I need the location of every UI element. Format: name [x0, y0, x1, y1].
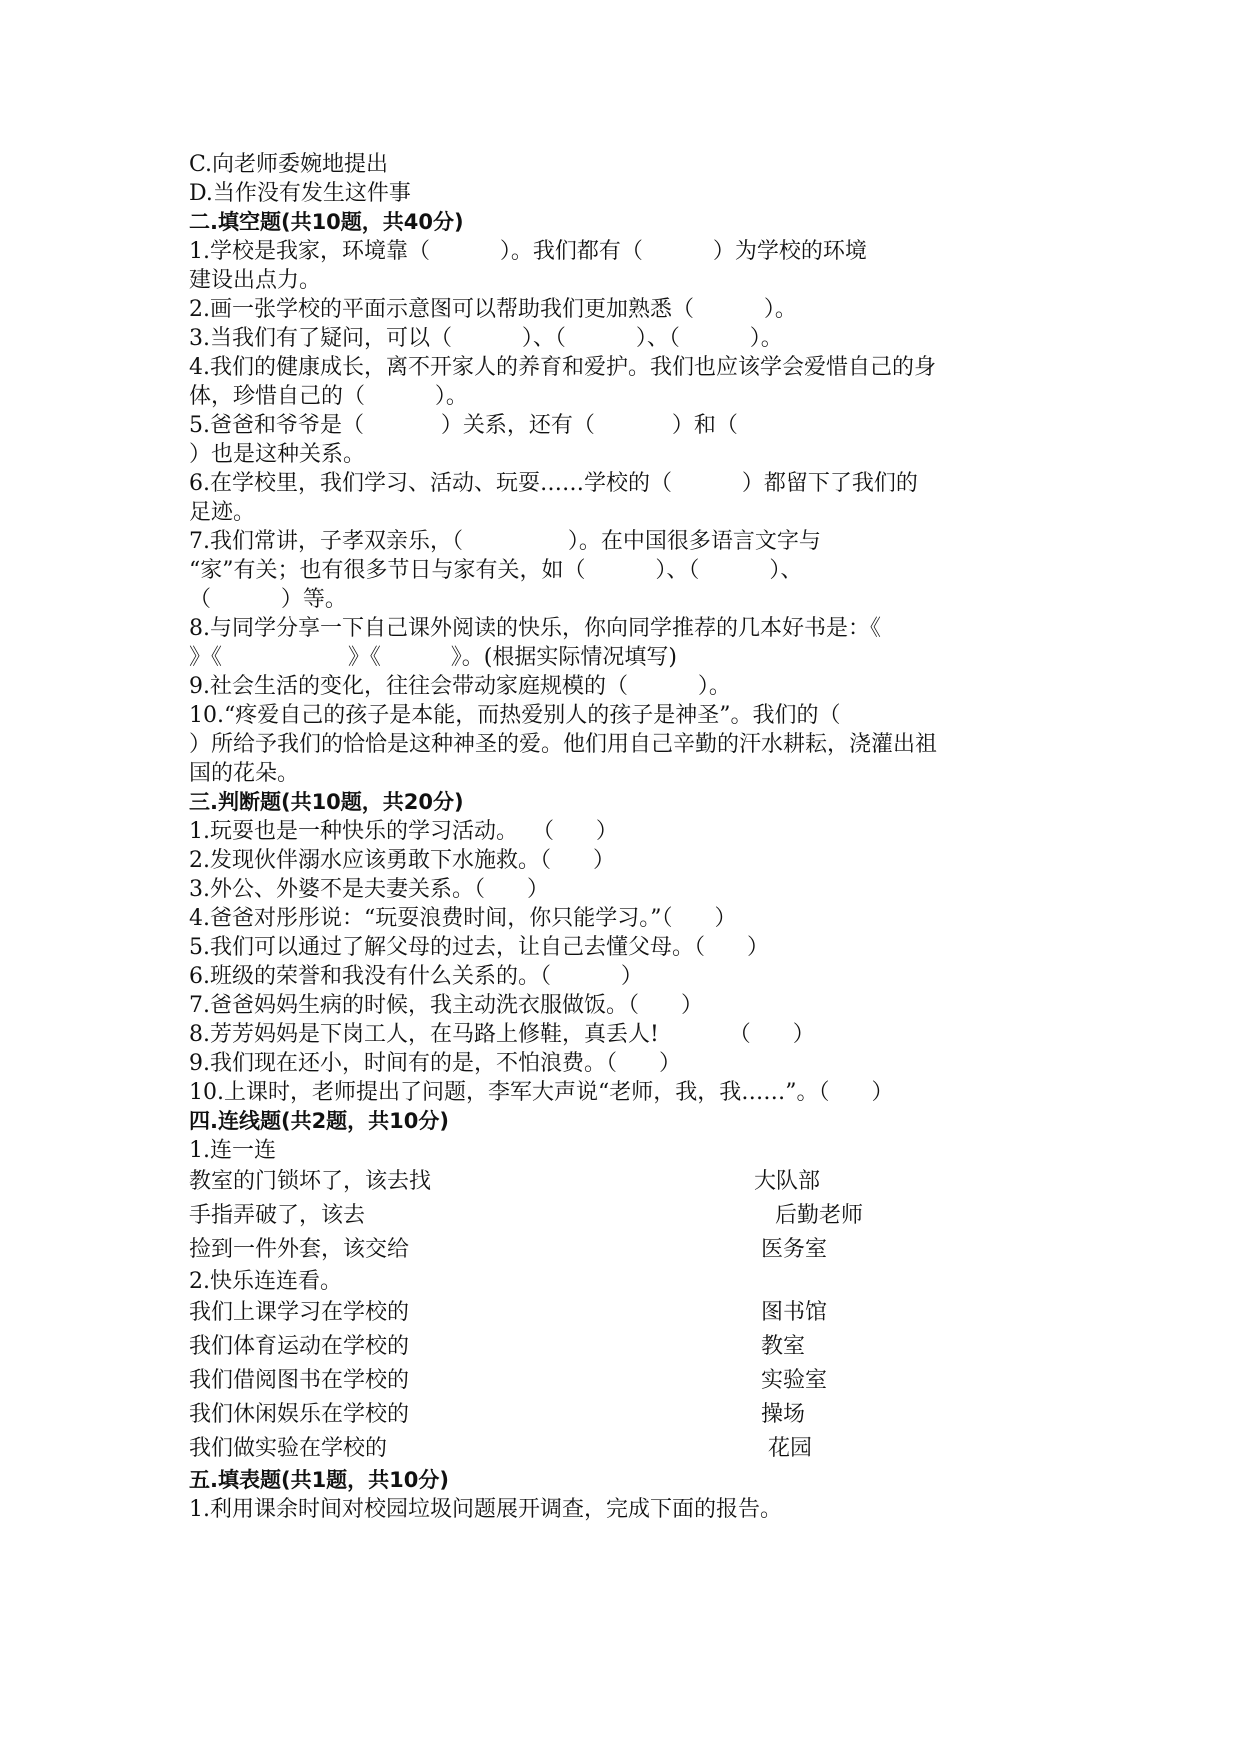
option-d: D.当作没有发生这件事 [189, 181, 411, 206]
match-right: 教室 [754, 1334, 805, 1359]
section-heading: 四.连线题(共2题，共10分) [189, 1109, 450, 1133]
match-row [189, 1330, 1069, 1364]
question-line: 3.外公、外婆不是夫妻关系。（ ） [189, 877, 549, 902]
match-right: 操场 [754, 1402, 805, 1427]
option-c: C.向老师委婉地提出 [189, 152, 389, 177]
options-continued [189, 150, 1069, 208]
question-line: 体，珍惜自己的（ ）。 [189, 384, 468, 409]
match-row [189, 1398, 1069, 1432]
question-line: 7.我们常讲，子孝双亲乐，（ ）。在中国很多语言文字与 [189, 529, 821, 554]
question-line: 1.利用课余时间对校园垃圾问题展开调查，完成下面的报告。 [189, 1497, 782, 1522]
question-line: 足迹。 [189, 500, 256, 525]
match-row [189, 1432, 1069, 1466]
question-line: 国的花朵。 [189, 761, 300, 786]
section-heading: 二.填空题(共10题，共40分) [189, 210, 464, 234]
question-line: 2.发现伙伴溺水应该勇敢下水施救。（ ） [189, 848, 615, 873]
question-line: 2.画一张学校的平面示意图可以帮助我们更加熟悉（ ）。 [189, 297, 797, 322]
match-left: 我们借阅图书在学校的 [189, 1368, 410, 1393]
question-line: 6.在学校里，我们学习、活动、玩耍……学校的（ ）都留下了我们的 [189, 471, 918, 496]
section-heading: 三.判断题(共10题，共20分) [189, 790, 464, 814]
match-left: 我们休闲娱乐在学校的 [189, 1402, 410, 1427]
match-left: 捡到一件外套，该交给 [189, 1237, 410, 1262]
question-line: 6.班级的荣誉和我没有什么关系的。（ ） [189, 964, 643, 989]
question-line: 10.“疼爱自己的孩子是本能，而热爱别人的孩子是神圣”。我们的（ [189, 703, 841, 728]
question-line: 4.爸爸对彤彤说：“玩耍浪费时间，你只能学习。”（ ） [189, 906, 737, 931]
match-right: 实验室 [754, 1368, 827, 1393]
match-left: 我们做实验在学校的 [189, 1436, 388, 1461]
match-row [189, 1199, 1069, 1233]
question-line: 3.当我们有了疑问，可以（ ）、（ ）、（ ）。 [189, 326, 783, 351]
match-row [189, 1233, 1069, 1267]
question-line: 7.爸爸妈妈生病的时候，我主动洗衣服做饭。（ ） [189, 993, 703, 1018]
question-line: ）也是这种关系。 [189, 442, 366, 467]
match-right: 大队部 [754, 1169, 821, 1194]
question-line: 》《 》《 》。(根据实际情况填写) [189, 645, 677, 670]
match-right: 图书馆 [754, 1300, 827, 1325]
question-line: 5.我们可以通过了解父母的过去，让自己去懂父母。（ ） [189, 935, 769, 960]
match-left: 手指弄破了，该去 [189, 1203, 366, 1228]
match-row [189, 1296, 1069, 1330]
section-heading: 五.填表题(共1题，共10分) [189, 1468, 450, 1492]
question-line: 9.社会生活的变化，往往会带动家庭规模的（ ）。 [189, 674, 731, 699]
match-right: 后勤老师 [754, 1203, 863, 1228]
match-row [189, 1364, 1069, 1398]
question-line: 5.爸爸和爷爷是（ ）关系，还有（ ）和（ [189, 413, 738, 438]
question-line: 8.与同学分享一下自己课外阅读的快乐，你向同学推荐的几本好书是：《 [189, 616, 881, 641]
question-title: 1.连一连 [189, 1138, 276, 1163]
match-left: 教室的门锁坏了，该去找 [189, 1169, 432, 1194]
section-matching [189, 1107, 1069, 1466]
section-fill-blank [189, 208, 1069, 788]
question-line: ）所给予我们的恰恰是这种神圣的爱。他们用自己辛勤的汗水耕耘，浇灌出祖 [189, 732, 938, 757]
match-left: 我们上课学习在学校的 [189, 1300, 410, 1325]
section-true-false [189, 788, 1069, 1107]
question-line: 8.芳芳妈妈是下岗工人，在马路上修鞋，真丢人! （ ） [189, 1022, 815, 1047]
question-line: “家”有关；也有很多节日与家有关，如（ ）、（ ）、 [189, 558, 803, 583]
exam-page [189, 150, 1069, 1524]
match-right: 花园 [754, 1436, 812, 1461]
match-left: 我们体育运动在学校的 [189, 1334, 410, 1359]
section-table-fill [189, 1466, 1069, 1524]
question-line: 4.我们的健康成长，离不开家人的养育和爱护。我们也应该学会爱惜自己的身 [189, 355, 936, 380]
match-row [189, 1165, 1069, 1199]
question-line: 1.学校是我家，环境靠（ ）。我们都有（ ）为学校的环境 [189, 239, 867, 264]
question-line: 9.我们现在还小，时间有的是，不怕浪费。（ ） [189, 1051, 681, 1076]
match-right: 医务室 [754, 1237, 827, 1262]
question-title: 2.快乐连连看。 [189, 1269, 342, 1294]
question-line: 10.上课时，老师提出了问题，李军大声说“老师，我，我……”。（ ） [189, 1080, 894, 1105]
question-line: （ ）等。 [189, 587, 347, 612]
question-line: 建设出点力。 [189, 268, 322, 293]
question-line: 1.玩耍也是一种快乐的学习活动。 （ ） [189, 819, 618, 844]
